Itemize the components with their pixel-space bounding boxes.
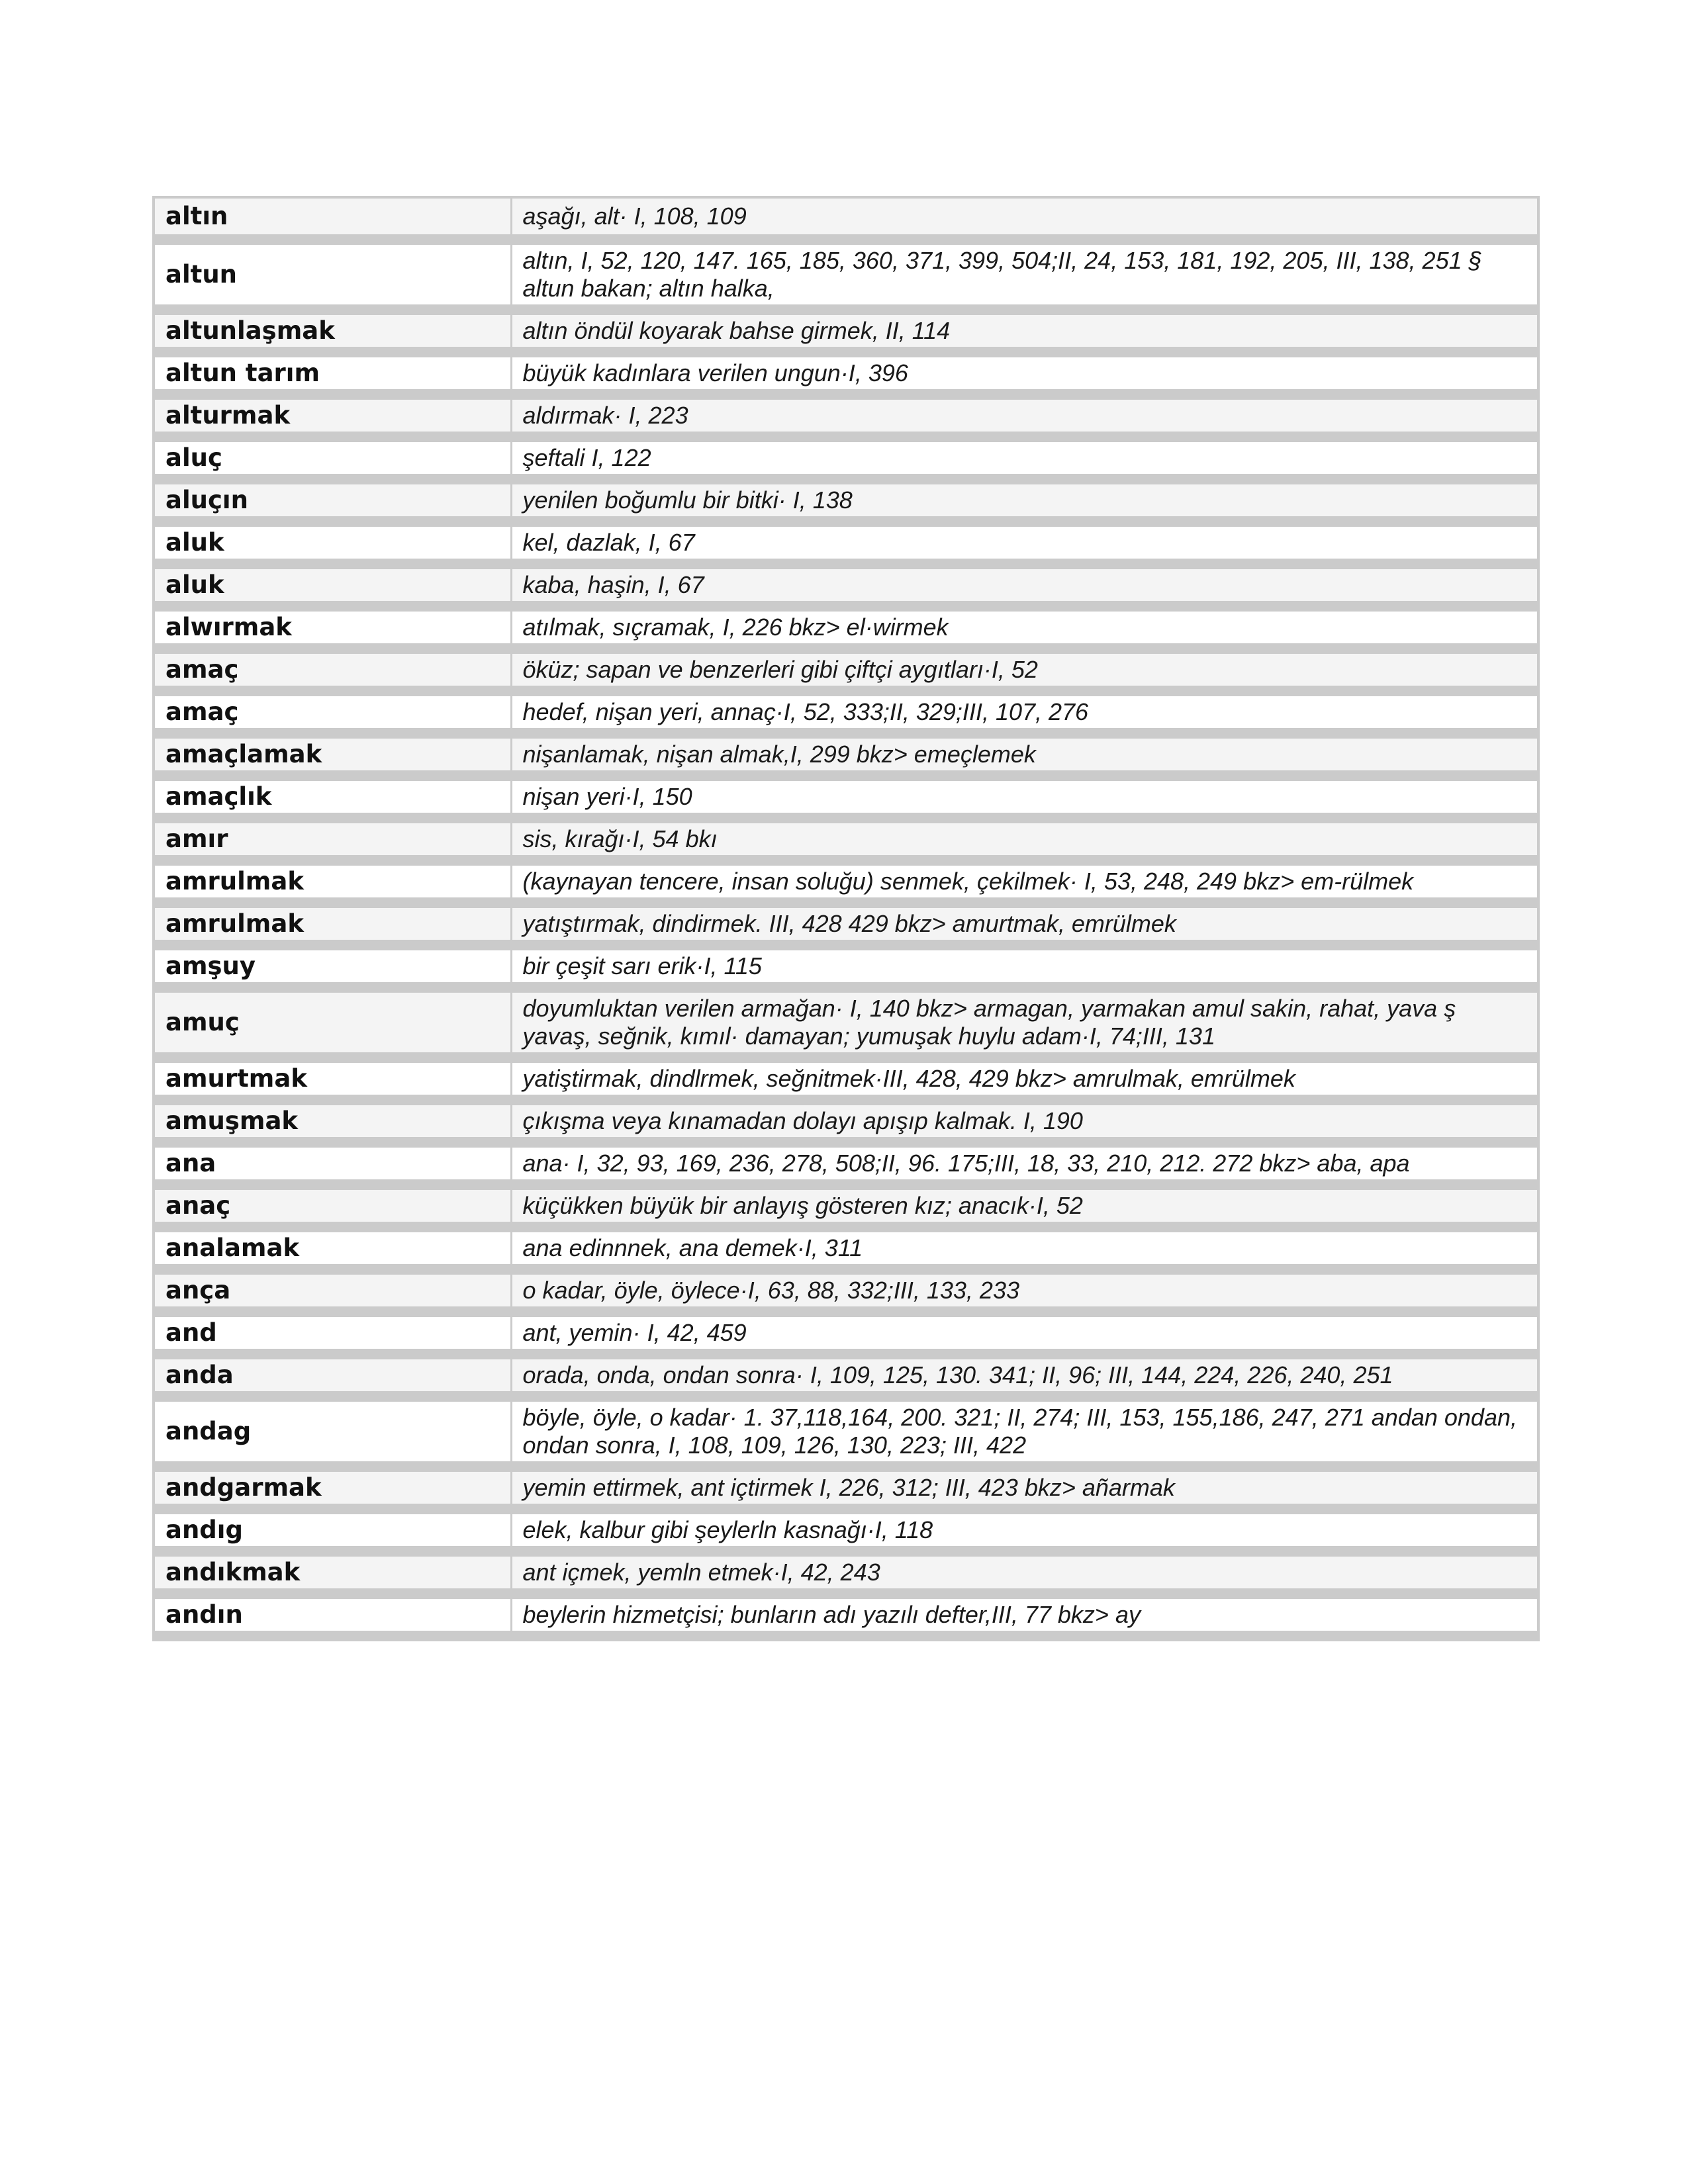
entry-word: aluk xyxy=(154,564,511,606)
entry-word: alturmak xyxy=(154,394,511,437)
entry-definition: nişan yeri·I, 150 xyxy=(511,776,1538,818)
entry-row xyxy=(154,1142,1538,1185)
entry-row xyxy=(154,776,1538,818)
entry-word: aluk xyxy=(154,522,511,564)
entry-row xyxy=(154,945,1538,987)
entry-definition: bir çeşit sarı erik·I, 115 xyxy=(511,945,1538,987)
entry-definition: böyle, öyle, o kadar· 1. 37,118,164, 200. 321; II, 274; III, 153, 155,186, 247, 271 andan ondan, ondan sonra, I, 108, 109, 126, 130, 223; III, 422 xyxy=(511,1396,1538,1467)
entry-row xyxy=(154,1185,1538,1227)
entry-definition: çıkışma veya kınamadan dolayı apışıp kalmak. I, 190 xyxy=(511,1100,1538,1142)
entry-word: anda xyxy=(154,1354,511,1396)
entry-word: and xyxy=(154,1312,511,1354)
entry-definition: altın öndül koyarak bahse girmek, II, 114 xyxy=(511,310,1538,352)
entry-row xyxy=(154,564,1538,606)
entry-word: amuşmak xyxy=(154,1100,511,1142)
entry-word: aluçın xyxy=(154,479,511,522)
entry-definition: ana· I, 32, 93, 169, 236, 278, 508;II, 96. 175;III, 18, 33, 210, 212. 272 bkz> aba, apa xyxy=(511,1142,1538,1185)
entry-word: analamak xyxy=(154,1227,511,1269)
entry-row xyxy=(154,1467,1538,1509)
entry-row xyxy=(154,606,1538,649)
entry-definition: beylerin hizmetçisi; bunların adı yazılı defter,III, 77 bkz> ay xyxy=(511,1594,1538,1636)
entry-row xyxy=(154,437,1538,479)
entry-definition: küçükken büyük bir anlayış gösteren kız; anacık·I, 52 xyxy=(511,1185,1538,1227)
entry-word: andgarmak xyxy=(154,1467,511,1509)
entry-row xyxy=(154,987,1538,1058)
entry-word: andın xyxy=(154,1594,511,1636)
entry-definition: yenilen boğumlu bir bitki· I, 138 xyxy=(511,479,1538,522)
entry-row xyxy=(154,649,1538,691)
entry-definition: aldırmak· I, 223 xyxy=(511,394,1538,437)
entry-definition: kel, dazlak, I, 67 xyxy=(511,522,1538,564)
entry-row xyxy=(154,1227,1538,1269)
entry-row xyxy=(154,310,1538,352)
entry-definition: şeftali I, 122 xyxy=(511,437,1538,479)
entry-row xyxy=(154,818,1538,860)
entry-definition: yemin ettirmek, ant içtirmek I, 226, 312; III, 423 bkz> añarmak xyxy=(511,1467,1538,1509)
entry-row xyxy=(154,1551,1538,1594)
entry-word: andıkmak xyxy=(154,1551,511,1594)
entry-row xyxy=(154,352,1538,394)
entry-definition: öküz; sapan ve benzerleri gibi çiftçi aygıtları·I, 52 xyxy=(511,649,1538,691)
entry-word: amrulmak xyxy=(154,860,511,903)
entry-word: amaçlamak xyxy=(154,733,511,776)
entry-word: altunlaşmak xyxy=(154,310,511,352)
entry-row xyxy=(154,522,1538,564)
entry-definition: orada, onda, ondan sonra· I, 109, 125, 130. 341; II, 96; III, 144, 224, 226, 240, 251 xyxy=(511,1354,1538,1396)
entry-word: ança xyxy=(154,1269,511,1312)
entry-row xyxy=(154,1396,1538,1467)
entry-word: ana xyxy=(154,1142,511,1185)
entry-definition: kaba, haşin, I, 67 xyxy=(511,564,1538,606)
entry-word: amuç xyxy=(154,987,511,1058)
entry-word: anaç xyxy=(154,1185,511,1227)
entry-row xyxy=(154,394,1538,437)
entry-row xyxy=(154,240,1538,310)
entry-definition: ant içmek, yemln etmek·I, 42, 243 xyxy=(511,1551,1538,1594)
entry-word: amır xyxy=(154,818,511,860)
dictionary-entries xyxy=(154,197,1538,1636)
entry-row xyxy=(154,197,1538,240)
entry-row xyxy=(154,1100,1538,1142)
entry-definition: (kaynayan tencere, insan soluğu) senmek, çekilmek· I, 53, 248, 249 bkz> em-rülmek xyxy=(511,860,1538,903)
entry-definition: o kadar, öyle, öylece·I, 63, 88, 332;III, 133, 233 xyxy=(511,1269,1538,1312)
entry-row xyxy=(154,1354,1538,1396)
entry-word: altun xyxy=(154,240,511,310)
entry-word: amurtmak xyxy=(154,1058,511,1100)
entry-row xyxy=(154,903,1538,945)
entry-definition: aşağı, alt· I, 108, 109 xyxy=(511,197,1538,240)
entry-word: alwırmak xyxy=(154,606,511,649)
entry-definition: nişanlamak, nişan almak,I, 299 bkz> emeçlemek xyxy=(511,733,1538,776)
entry-definition: ant, yemin· I, 42, 459 xyxy=(511,1312,1538,1354)
entry-word: andıg xyxy=(154,1509,511,1551)
dictionary-table xyxy=(152,196,1540,1641)
entry-definition: yatıştırmak, dindirmek. III, 428 429 bkz> amurtmak, emrülmek xyxy=(511,903,1538,945)
entry-word: amaç xyxy=(154,649,511,691)
entry-word: amrulmak xyxy=(154,903,511,945)
entry-definition: doyumluktan verilen armağan· I, 140 bkz> armagan, yarmakan amul sakin, rahat, yava ş yavaş, seğnik, kımıl· damayan; yumuşak huylu adam·I, 74;III, 131 xyxy=(511,987,1538,1058)
entry-definition: sis, kırağı·I, 54 bkı xyxy=(511,818,1538,860)
entry-definition: altın, I, 52, 120, 147. 165, 185, 360, 371, 399, 504;II, 24, 153, 181, 192, 205, III, 138, 251 § altun bakan; altın halka, xyxy=(511,240,1538,310)
entry-definition: büyük kadınlara verilen ungun·I, 396 xyxy=(511,352,1538,394)
entry-word: andag xyxy=(154,1396,511,1467)
entry-word: altun tarım xyxy=(154,352,511,394)
entry-row xyxy=(154,860,1538,903)
entry-row xyxy=(154,691,1538,733)
entry-row xyxy=(154,479,1538,522)
entry-row xyxy=(154,1058,1538,1100)
entry-word: amşuy xyxy=(154,945,511,987)
entry-word: amaçlık xyxy=(154,776,511,818)
entry-row xyxy=(154,1269,1538,1312)
entry-row xyxy=(154,1594,1538,1636)
entry-row xyxy=(154,1312,1538,1354)
entry-definition: ana edinnnek, ana demek·I, 311 xyxy=(511,1227,1538,1269)
entry-word: altın xyxy=(154,197,511,240)
entry-definition: atılmak, sıçramak, I, 226 bkz> el·wirmek xyxy=(511,606,1538,649)
entry-word: aluç xyxy=(154,437,511,479)
entry-definition: elek, kalbur gibi şeylerln kasnağı·I, 118 xyxy=(511,1509,1538,1551)
entry-definition: yatiştirmak, dindlrmek, seğnitmek·III, 428, 429 bkz> amrulmak, emrülmek xyxy=(511,1058,1538,1100)
entry-row xyxy=(154,733,1538,776)
entry-row xyxy=(154,1509,1538,1551)
entry-definition: hedef, nişan yeri, annaç·I, 52, 333;II, 329;III, 107, 276 xyxy=(511,691,1538,733)
entry-word: amaç xyxy=(154,691,511,733)
